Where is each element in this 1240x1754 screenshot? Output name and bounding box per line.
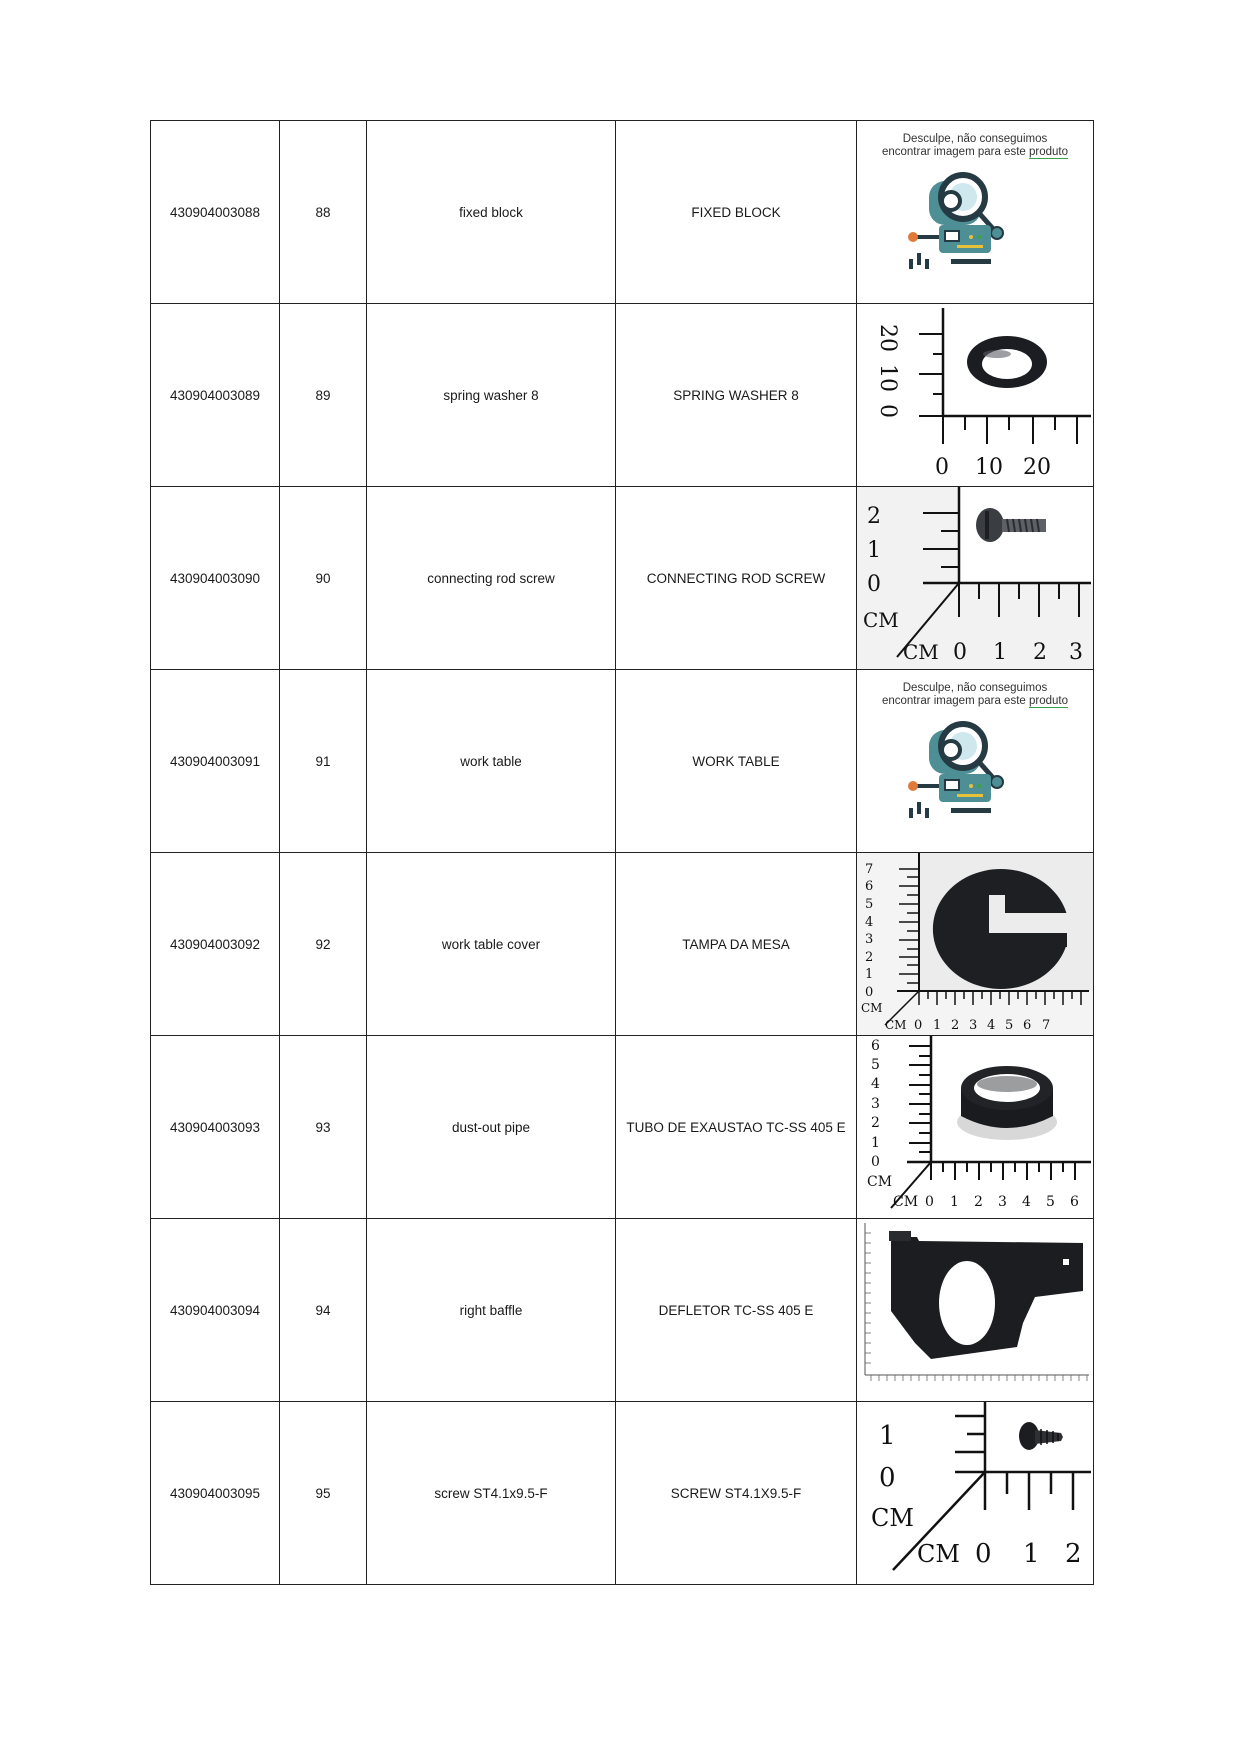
scale-label-x: 3 bbox=[998, 1194, 1007, 1210]
part-name-pt: CONNECTING ROD SCREW bbox=[616, 487, 857, 670]
scale-label-y: 1 bbox=[879, 1421, 896, 1451]
baffle-photo bbox=[857, 1219, 1093, 1401]
scale-label-y: 20 bbox=[875, 324, 900, 352]
scale-label-y: 6 bbox=[871, 1038, 880, 1054]
part-photo-baffle bbox=[857, 1219, 1094, 1402]
rod-screw-photo bbox=[857, 487, 1093, 669]
scale-label-x: 2 bbox=[1033, 640, 1047, 665]
placeholder-caption: Desculpe, não conseguimos encontrar imagem para este produto bbox=[881, 133, 1069, 158]
part-photo-table-cover bbox=[857, 853, 1094, 1036]
scale-label-x: 1 bbox=[933, 1018, 942, 1033]
scale-label-x: 1 bbox=[1023, 1539, 1040, 1569]
part-name-en: right baffle bbox=[367, 1219, 616, 1402]
scale-label-y: 10 bbox=[875, 364, 900, 392]
part-name-pt: FIXED BLOCK bbox=[616, 121, 857, 304]
table-row bbox=[151, 1219, 1094, 1402]
part-name-pt: DEFLETOR TC-SS 405 E bbox=[616, 1219, 857, 1402]
scale-label-x: 3 bbox=[1069, 640, 1083, 665]
position-number: 89 bbox=[280, 304, 367, 487]
scale-label-y: 7 bbox=[865, 862, 874, 877]
screw-photo bbox=[857, 1402, 1093, 1584]
table-row bbox=[151, 1402, 1094, 1585]
scale-label-x: 2 bbox=[1065, 1539, 1082, 1569]
scale-label-x: 6 bbox=[1023, 1018, 1032, 1033]
part-name-pt: WORK TABLE bbox=[616, 670, 857, 853]
position-number: 95 bbox=[280, 1402, 367, 1585]
scale-label-x: 0 bbox=[914, 1018, 923, 1033]
scale-unit-cm: CM bbox=[863, 608, 899, 632]
scale-label-x: 0 bbox=[925, 1194, 934, 1210]
part-code: 430904003089 bbox=[151, 304, 280, 487]
part-photo-rod-screw bbox=[857, 487, 1094, 670]
scale-label-y: 0 bbox=[871, 1154, 880, 1170]
table-row bbox=[151, 304, 1094, 487]
table-row bbox=[151, 121, 1094, 304]
part-name-pt: SPRING WASHER 8 bbox=[616, 304, 857, 487]
scale-label-y: 4 bbox=[865, 915, 874, 930]
scale-label-y: 1 bbox=[871, 1135, 880, 1151]
scale-label-x: 1 bbox=[950, 1194, 959, 1210]
dust-pipe-photo bbox=[857, 1036, 1093, 1218]
position-number: 92 bbox=[280, 853, 367, 1036]
table-cover-photo bbox=[857, 853, 1093, 1035]
scale-label-x: 4 bbox=[987, 1018, 996, 1033]
scale-label-y: 0 bbox=[867, 572, 881, 597]
scale-unit-cm: CM bbox=[885, 1018, 907, 1032]
part-code: 430904003095 bbox=[151, 1402, 280, 1585]
scale-label-x: 7 bbox=[1042, 1018, 1051, 1033]
scale-unit-cm: CM bbox=[893, 1194, 919, 1210]
scale-label-x: 20 bbox=[1023, 455, 1051, 480]
placeholder-caption: Desculpe, não conseguimos encontrar imagem para este produto bbox=[881, 682, 1069, 707]
scale-label-y: 6 bbox=[865, 879, 874, 894]
table-row bbox=[151, 1036, 1094, 1219]
part-name-en: work table cover bbox=[367, 853, 616, 1036]
part-name-en: spring washer 8 bbox=[367, 304, 616, 487]
scale-label-x: 0 bbox=[975, 1539, 992, 1569]
position-number: 94 bbox=[280, 1219, 367, 1402]
table-row bbox=[151, 487, 1094, 670]
no-image-placeholder bbox=[857, 121, 1094, 304]
position-number: 90 bbox=[280, 487, 367, 670]
scale-label-x: 3 bbox=[969, 1018, 978, 1033]
no-image-placeholder bbox=[857, 670, 1094, 853]
position-number: 88 bbox=[280, 121, 367, 304]
scale-label-x: 0 bbox=[953, 640, 967, 665]
scale-unit-cm: CM bbox=[903, 640, 939, 664]
scale-label-y: 5 bbox=[871, 1057, 880, 1073]
part-name-en: connecting rod screw bbox=[367, 487, 616, 670]
position-number: 91 bbox=[280, 670, 367, 853]
scale-label-y: 0 bbox=[879, 1463, 896, 1493]
part-photo-screw bbox=[857, 1402, 1094, 1585]
scale-label-x: 6 bbox=[1070, 1194, 1079, 1210]
scale-label-y: 3 bbox=[871, 1096, 880, 1112]
scale-unit-cm: CM bbox=[871, 1504, 914, 1532]
scale-label-x: 5 bbox=[1005, 1018, 1014, 1033]
scale-label-y: 1 bbox=[865, 967, 874, 982]
part-name-pt: TUBO DE EXAUSTAO TC-SS 405 E bbox=[616, 1036, 857, 1219]
spring-washer-photo bbox=[857, 304, 1093, 486]
scale-label-x: 5 bbox=[1046, 1194, 1055, 1210]
scale-label-y: 0 bbox=[875, 404, 900, 418]
part-name-en: work table bbox=[367, 670, 616, 853]
part-code: 430904003091 bbox=[151, 670, 280, 853]
scale-label-y: 3 bbox=[865, 932, 874, 947]
scale-label-x: 10 bbox=[975, 455, 1003, 480]
part-code: 430904003092 bbox=[151, 853, 280, 1036]
part-code: 430904003090 bbox=[151, 487, 280, 670]
scale-label-x: 0 bbox=[935, 455, 949, 480]
part-code: 430904003088 bbox=[151, 121, 280, 304]
scale-label-y: 1 bbox=[867, 538, 881, 563]
scale-label-y: 5 bbox=[865, 897, 874, 912]
part-photo-spring-washer bbox=[857, 304, 1094, 487]
scale-unit-cm: CM bbox=[867, 1174, 893, 1190]
position-number: 93 bbox=[280, 1036, 367, 1219]
table-row bbox=[151, 853, 1094, 1036]
part-name-pt: SCREW ST4.1X9.5-F bbox=[616, 1402, 857, 1585]
part-name-en: fixed block bbox=[367, 121, 616, 304]
table-row bbox=[151, 670, 1094, 853]
scale-label-x: 2 bbox=[951, 1018, 960, 1033]
scale-label-y: 2 bbox=[871, 1115, 880, 1131]
scale-unit-cm: CM bbox=[861, 1001, 883, 1015]
scale-label-x: 2 bbox=[974, 1194, 983, 1210]
part-name-pt: TAMPA DA MESA bbox=[616, 853, 857, 1036]
part-name-en: dust-out pipe bbox=[367, 1036, 616, 1219]
part-name-en: screw ST4.1x9.5-F bbox=[367, 1402, 616, 1585]
scale-label-y: 0 bbox=[865, 985, 874, 1000]
scale-label-x: 4 bbox=[1022, 1194, 1031, 1210]
part-code: 430904003094 bbox=[151, 1219, 280, 1402]
scale-label-y: 2 bbox=[865, 950, 874, 965]
parts-table bbox=[150, 120, 1094, 1585]
scale-label-y: 2 bbox=[867, 504, 881, 529]
scale-label-x: 1 bbox=[993, 640, 1007, 665]
part-code: 430904003093 bbox=[151, 1036, 280, 1219]
part-photo-dust-pipe bbox=[857, 1036, 1094, 1219]
scale-unit-cm: CM bbox=[917, 1540, 960, 1568]
scale-label-y: 4 bbox=[871, 1076, 880, 1092]
